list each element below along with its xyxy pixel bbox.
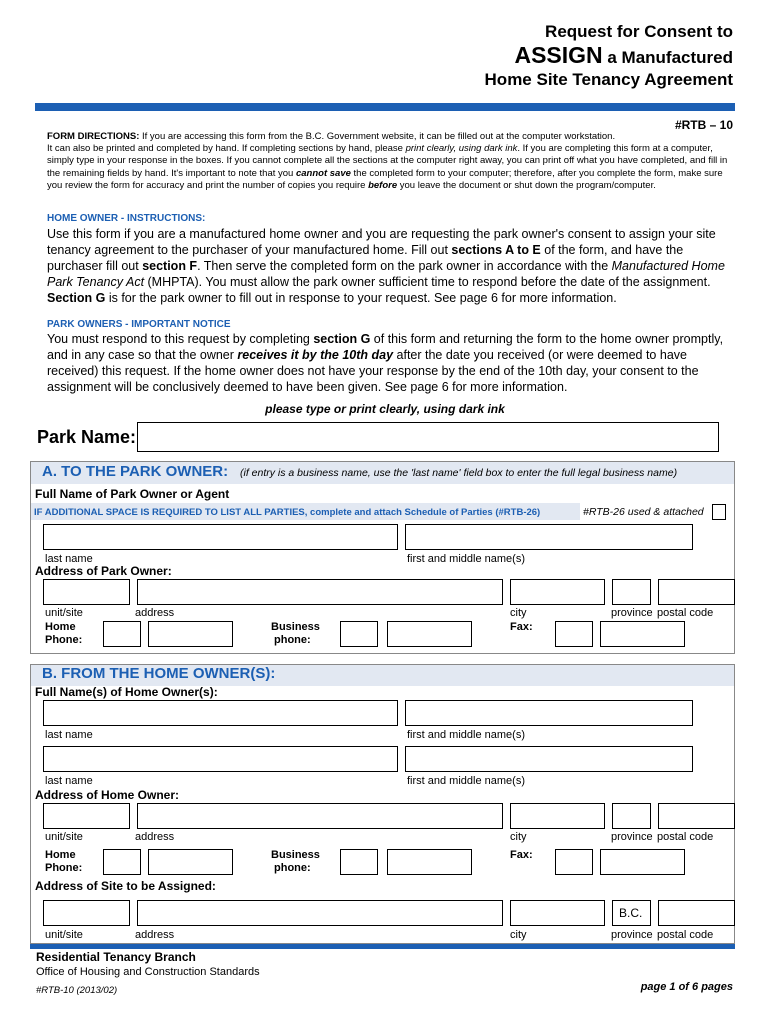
site-address-label: Address of Site to be Assigned: <box>35 879 216 893</box>
home-owner-instructions-title: HOME OWNER - INSTRUCTIONS: <box>47 213 206 224</box>
site-city-input[interactable] <box>510 900 605 926</box>
section-a-province-input[interactable] <box>612 579 651 605</box>
directions-p2a: It can also be printed and completed by hand. If completing sections by hand, please <box>47 143 406 155</box>
section-a-last-name-input[interactable] <box>43 524 398 550</box>
pon-t5: after the date you received (or were deemed to have received) this request. If the home owner does not have your response by the end of the 10th day, your consent to the assignment will be conclusively deemed to have been given. See page 6 for more information. <box>47 348 699 394</box>
pon-t2: section G <box>313 332 371 346</box>
directions-p2c: . If you are completing this form at a computer, simply type in your response in the boxes. If you cannot complete all the sections at the computer right away, you can print off what you have completed, and fill in the remaining fields by hand. It's important to note that you <box>47 143 728 179</box>
title-line-3: Home Site Tenancy Agreement <box>484 70 733 89</box>
section-a-postal-label: postal code <box>657 607 714 619</box>
section-a-unit-input[interactable] <box>43 579 130 605</box>
section-b-home-phone-label <box>45 849 82 875</box>
section-b-postal-label: postal code <box>657 831 714 843</box>
section-b-business-phone-text: phone: <box>274 862 311 874</box>
footer-code: #RTB-10 (2013/02) <box>36 985 118 996</box>
section-b-fax-label: Fax: <box>510 849 533 861</box>
additional-space-text: IF ADDITIONAL SPACE IS REQUIRED TO LIST ALL PARTIES, complete and attach Schedule of Parties (#RTB-26) <box>34 507 541 518</box>
section-a-home-text: Home <box>45 621 76 633</box>
section-b-last-name-label-1: last name <box>45 729 93 741</box>
directions-label: FORM DIRECTIONS: <box>47 131 140 142</box>
hoi-t7: (MHPTA). You must allow the park owner sufficient time to respond before the date of the assignment. <box>144 275 711 289</box>
title-line-1: Request for Consent to <box>545 22 733 41</box>
header-rule <box>35 103 735 111</box>
section-b-home-area-input[interactable] <box>103 849 141 875</box>
section-b-full-name-label: Full Name(s) of Home Owner(s): <box>35 685 218 699</box>
site-postal-label: postal code <box>657 929 714 941</box>
section-b-last-name-input-1[interactable] <box>43 700 398 726</box>
section-a-city-input[interactable] <box>510 579 605 605</box>
section-b-first-name-label-1: first and middle name(s) <box>407 729 525 741</box>
title-manufactured: a Manufactured <box>602 48 733 67</box>
section-b-last-name-label-2: last name <box>45 775 93 787</box>
section-b-unit-input[interactable] <box>43 803 130 829</box>
form-code: #RTB – 10 <box>674 118 733 132</box>
site-address-field-label: address <box>135 929 175 941</box>
section-a-province-label: province <box>611 607 653 619</box>
pon-t3: of this form and returning the form to the home owner promptly, and in any case so that the owner <box>47 332 724 362</box>
section-b-address-label: Address of Home Owner: <box>35 788 180 802</box>
home-owner-instructions-text <box>47 226 732 306</box>
section-a-full-name-label: Full Name of Park Owner or Agent <box>35 487 230 501</box>
section-b-city-label: city <box>510 831 527 843</box>
park-owner-notice-text <box>47 331 732 395</box>
hoi-t1: Use this form if you are a manufactured home owner and you are requesting the park owner's consent to assign your site tenancy agreement to the purchaser of your manufactured home. Fill out <box>47 227 716 257</box>
hoi-t4: section F <box>142 259 198 273</box>
section-a-address-input[interactable] <box>137 579 503 605</box>
section-a-business-phone-label <box>271 621 320 647</box>
pon-t1: You must respond to this request by completing <box>47 332 314 346</box>
section-a-home-area-input[interactable] <box>103 621 141 647</box>
pon-t4: receives it by the 10th day <box>237 348 394 362</box>
section-b-business-text: Business <box>271 849 320 861</box>
section-b-business-phone-label <box>271 849 320 875</box>
section-b-province-label: province <box>611 831 653 843</box>
section-b-address-input[interactable] <box>137 803 503 829</box>
section-a-first-name-label: first and middle name(s) <box>407 553 525 565</box>
section-a-business-text: Business <box>271 621 320 633</box>
site-province-box <box>612 900 651 926</box>
section-a-first-name-input[interactable] <box>405 524 693 550</box>
section-a-phone-text: Phone: <box>45 634 83 646</box>
site-province-label: province <box>611 929 653 941</box>
directions-p2d: cannot save <box>295 167 351 179</box>
site-unit-label: unit/site <box>45 929 83 941</box>
hoi-t9: is for the park owner to fill out in response to your request. See page 6 for more information. <box>105 291 617 305</box>
section-b-fax-input[interactable] <box>600 849 685 875</box>
form-directions <box>47 131 737 192</box>
footer-rule <box>30 944 735 949</box>
section-a-address-label: Address of Park Owner: <box>35 564 172 578</box>
section-a-business-area-input[interactable] <box>340 621 378 647</box>
hoi-t3: of the form, and have the purchaser fill out <box>47 243 684 273</box>
section-b-phone-text: Phone: <box>45 862 83 874</box>
section-b-province-input[interactable] <box>612 803 651 829</box>
section-b-first-name-label-2: first and middle name(s) <box>407 775 525 787</box>
park-owner-notice-title: PARK OWNERS - IMPORTANT NOTICE <box>47 319 231 330</box>
directions-p2f: before <box>368 179 398 191</box>
park-name-input[interactable] <box>137 422 719 452</box>
section-a-business-phone-input[interactable] <box>387 621 472 647</box>
section-b-title: B. FROM THE HOME OWNER(S): <box>42 665 276 682</box>
section-a-last-name-label: last name <box>45 553 93 565</box>
rtb26-checkbox[interactable] <box>712 504 726 520</box>
section-b-home-text: Home <box>45 849 76 861</box>
section-b-postal-input[interactable] <box>658 803 735 829</box>
section-a-unit-label: unit/site <box>45 607 83 619</box>
hoi-t2: sections A to E <box>451 243 541 257</box>
site-province-bc: B.C. <box>619 906 643 920</box>
hoi-t6: Manufactured Home Park Tenancy Act <box>47 259 725 289</box>
footer-office: Office of Housing and Construction Standards <box>36 966 260 978</box>
section-a-city-label: city <box>510 607 527 619</box>
directions-p1: If you are accessing this form from the B.C. Government website, it can be filled out at the computer workstation. <box>139 131 616 142</box>
section-b-home-phone-input[interactable] <box>148 849 233 875</box>
site-postal-input[interactable] <box>658 900 735 926</box>
section-a-title: A. TO THE PARK OWNER: <box>42 463 229 480</box>
section-b-business-phone-input[interactable] <box>387 849 472 875</box>
section-a-fax-label: Fax: <box>510 621 533 633</box>
section-a-fax-input[interactable] <box>600 621 685 647</box>
hoi-t8: Section G <box>47 291 106 305</box>
site-address-input[interactable] <box>137 900 503 926</box>
site-unit-input[interactable] <box>43 900 130 926</box>
title-line-2 <box>514 42 733 69</box>
section-a-postal-input[interactable] <box>658 579 735 605</box>
section-a-note: (if entry is a business name, use the 'last name' field box to enter the full legal business name) <box>240 467 678 479</box>
print-note: please type or print clearly, using dark ink <box>265 402 505 416</box>
rtb26-label: #RTB-26 used & attached <box>583 506 704 518</box>
park-name-label: Park Name: <box>37 427 137 447</box>
footer-page: page 1 of 6 pages <box>640 981 733 993</box>
footer-org: Residential Tenancy Branch <box>36 950 196 964</box>
section-a-address-field-label: address <box>135 607 175 619</box>
section-b-fax-area-input[interactable] <box>555 849 593 875</box>
hoi-t5: . Then serve the completed form on the park owner in accordance with the <box>197 259 612 273</box>
directions-p2e: the completed form to your computer; therefore, after you complete the form, make sure you review the form for accuracy and print the number of copies you require <box>47 167 723 191</box>
directions-p2g: you leave the document or shut down the program/computer. <box>397 179 656 191</box>
section-b-first-name-input-2[interactable] <box>405 746 693 772</box>
site-city-label: city <box>510 929 527 941</box>
section-a-home-phone-input[interactable] <box>148 621 233 647</box>
section-b-last-name-input-2[interactable] <box>43 746 398 772</box>
section-b-business-area-input[interactable] <box>340 849 378 875</box>
section-b-unit-label: unit/site <box>45 831 83 843</box>
section-b-address-field-label: address <box>135 831 175 843</box>
section-a-fax-area-input[interactable] <box>555 621 593 647</box>
section-a-business-phone-text: phone: <box>274 634 311 646</box>
title-assign: ASSIGN <box>514 42 603 68</box>
section-b-first-name-input-1[interactable] <box>405 700 693 726</box>
section-b-city-input[interactable] <box>510 803 605 829</box>
directions-p2b: print clearly, using dark ink <box>405 143 518 155</box>
section-a-home-phone-label <box>45 621 82 647</box>
